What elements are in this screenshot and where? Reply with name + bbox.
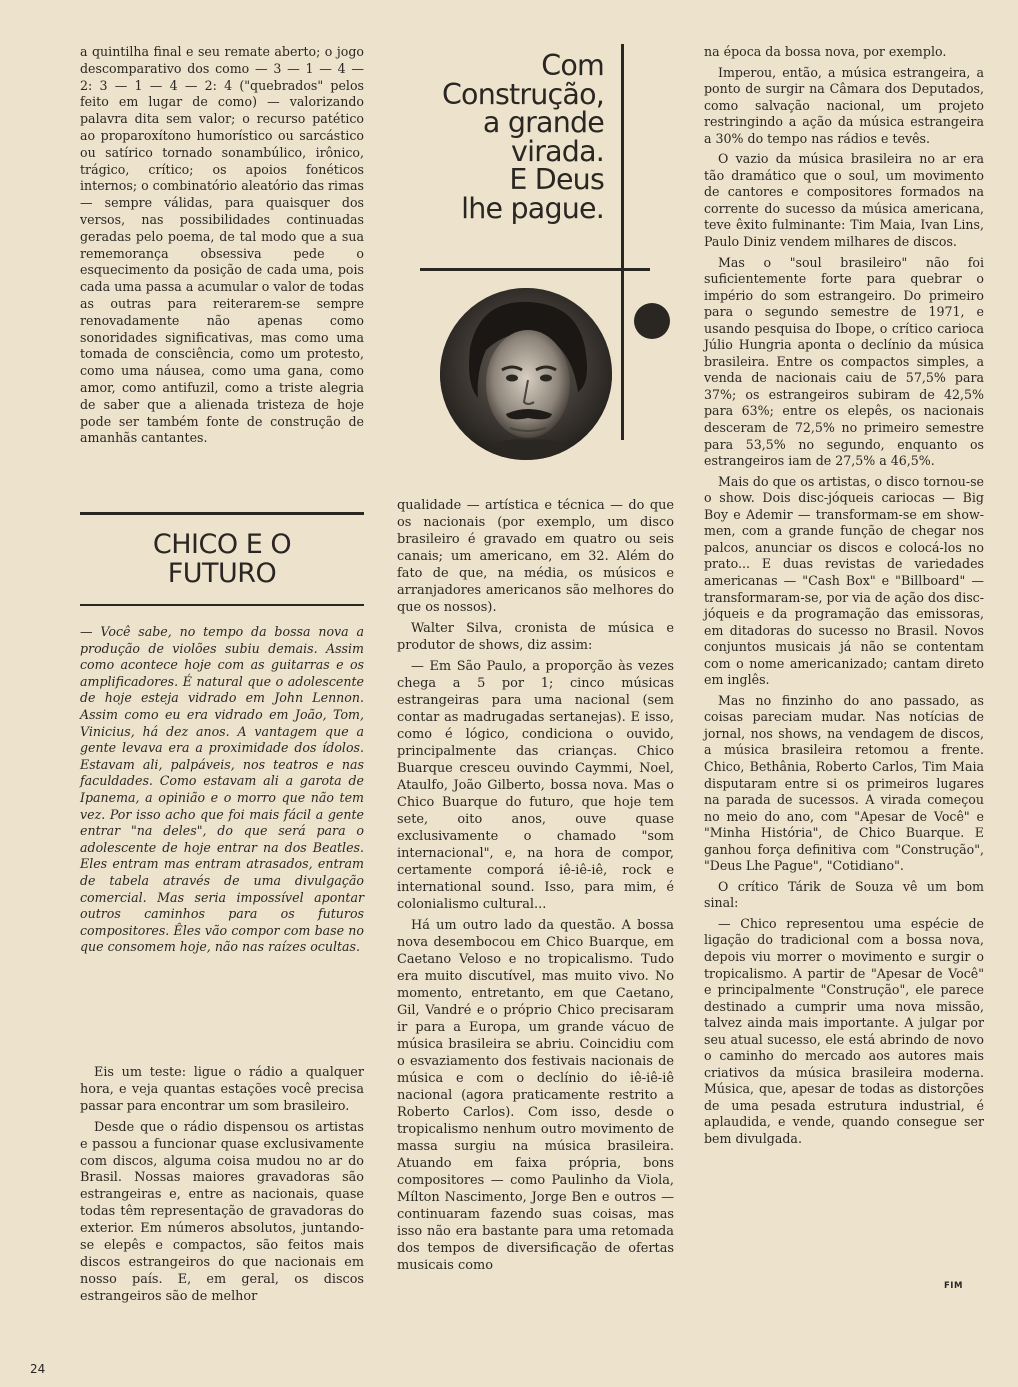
paragraph: Eis um teste: ligue o rádio a qualquer hora, e veja quantas estações você precisa passar para encontrar um som brasileiro. xyxy=(80,1065,364,1114)
middle-column-text xyxy=(397,497,674,1274)
paragraph: Mais do que os artistas, o disco tornou-se o show. Dois disc-jóqueis cariocas — Big Boy e Ademir — transformam-se em show-men, com a grande função de chegar nos palcos, anunciar os discos e colocá-los no prato... E duas revistas de variedades americanas — "Cash Box" e "Billboard" — transformaram-se, por via de ação dos disc-jóqueis e da programação das emissoras, em ditadoras do sucesso no Brasil. Novos conjuntos musicais já não se contentam com o nome americanizado; cantam direto em inglês. xyxy=(704,473,984,688)
page-number: 24 xyxy=(30,1362,46,1376)
portrait-photo xyxy=(440,288,612,460)
section-title-line: FUTURO xyxy=(167,558,277,589)
paragraph: Desde que o rádio dispensou os artistas e passou a funcionar quase exclusivamente com discos, alguma coisa mudou no ar do Brasil. Nossas maiores gravadoras são estrangeiras e, entre as nacionais, quase todas têm representação de gravadoras do exterior. Em números absolutos, juntando-se elepês e compactos, são feitos mais discos estrangeiros do que nacionais em nosso país. E, em geral, os discos estrangeiros são de melhor xyxy=(80,1119,364,1304)
left-column-top-text xyxy=(80,44,364,447)
graphic-dot xyxy=(634,303,670,339)
headline-line: E Deus xyxy=(509,163,604,196)
paragraph: — Chico representou uma espécie de ligação do tradicional com a bossa nova, depois viu morrer o movimento e surgir o tropicalismo. A partir de "Apesar de Você" e principalmente "Construção", ele parece destinado a cumprir uma nova missão, talvez ainda mais importante. A julgar por seu atual sucesso, ele está abrindo de novo o caminho do mercado aos autores mais criativos da música brasileira moderna. Música, que, apesar de todas as distorções de uma pesada estrutura industrial, é aplaudida, e vende, quando consegue ser bem divulgada. xyxy=(704,915,984,1146)
paragraph: O vazio da música brasileira no ar era tão dramático que o soul, um movimento de cantores e compositores formados na corrente do sucesso da música americana, teve êxito fulminante: Tim Maia, Ivan Lins, Paulo Diniz vendem milhares de discos. xyxy=(704,151,984,250)
end-mark: FIM xyxy=(944,1281,963,1291)
left-column-bottom-text xyxy=(80,1061,364,1306)
headline-line: a grande virada. xyxy=(482,106,604,168)
section-rule-top xyxy=(80,512,364,515)
headline xyxy=(392,49,604,225)
headline-line: lhe pague. xyxy=(461,191,604,225)
paragraph: Imperou, então, a música estrangeira, a ponto de surgir na Câmara dos Deputados, como salvação nacional, um projeto restringindo a ação da música estrangeira a 30% do tempo nas rádios e tevês. xyxy=(704,64,984,146)
paragraph: Há um outro lado da questão. A bossa nova desembocou em Chico Buarque, em Caetano Veloso e no tropicalismo. Tudo era muito discutível, mas muito vivo. No momento, entretanto, em que Caetano, Gil, Vandré e o próprio Chico precisaram ir para a Europa, um grande vácuo de música brasileira se abriu. Coincidiu com o esvaziamento dos festivais nacionais de música e com o declínio do iê-iê-iê nacional (agora praticamente restrito a Roberto Carlos). Com isso, desde o tropicalismo nenhum outro movimento de massa surgiu na música brasileira. Atuando em faixa própria, bons compositores — como Paulinho da Viola, Mílton Nascimento, Jorge Ben e outros — continuaram fazendo suas coisas, mas isso não era bastante para uma retomada dos tempos de diversificação de ofertas musicais como xyxy=(397,918,674,1273)
paragraph: Mas no finzinho do ano passado, as coisas pareciam mudar. Nas notícias de jornal, nos shows, na vendagem de discos, a música brasileira retomou a frente. Chico, Bethânia, Roberto Carlos, Tim Maia disputaram entre si os primeiros lugares na parada de sucessos. A virada começou no meio do ano, com "Apesar de Você" e "Minha História", de Chico Buarque. E ganhou força definitiva com "Construção", "Deus Lhe Pague", "Cotidiano". xyxy=(704,692,984,874)
paragraph: Walter Silva, cronista de música e produtor de shows, diz assim: xyxy=(397,621,674,653)
paragraph: Mas o "soul brasileiro" não foi suficientemente forte para quebrar o império do som estrangeiro. Do primeiro para o segundo semestre de 1971, e usando pesquisa do Ibope, o crítico carioca Júlio Hungria aponta o declínio da música brasileira. Entre os compactos simples, a venda de nacionais caiu de 57,5% para 37%; os estrangeiros subiram de 42,5% para 63%; entre os elepês, os nacionais desceram de 72,5% no primeiro semestre para 53,5% no segundo, enquanto os estrangeiros iam de 27,5% a 46,5%. xyxy=(704,254,984,469)
graphic-vertical-line xyxy=(621,44,624,440)
paragraph: O crítico Tárik de Souza vê um bom sinal: xyxy=(704,878,984,911)
chico-quote: — Você sabe, no tempo da bossa nova a produção de violões subiu demais. Assim como acontece hoje com as guitarras e os amplificadores. É natural que o adolescente de hoje esteja vidrado em John Lennon. Assim como eu era vidrado em João, Tom, Vinicius, há dez anos. A vantagem que a gente levava era a proximidade dos ídolos. Estavam ali, palpáveis, nos teatros e nas faculdades. Como estavam ali a garota de Ipanema, a opinião e o morro que não tem vez. Por isso acho que foi mais fácil a gente entrar "na deles", do que será para o adolescente de hoje entrar na dos Beatles. Eles entram mas entram atrasados, entram de tabela através de uma divulgação comercial. Mas seria impossível apontar outros caminhos para os futuros compositores. Êles vão compor com base no que consomem hoje, não nas raízes ocultas. xyxy=(80,624,364,955)
section-rule-bottom xyxy=(80,604,364,606)
paragraph: qualidade — artística e técnica — do que os nacionais (por exemplo, um disco brasileiro é gravado em quatro ou seis canais; um americano, em 32. Além do fato de que, na média, os músicos e arranjadores americanos são melhores do que os nossos). xyxy=(397,498,674,615)
paragraph: — Em São Paulo, a proporção às vezes chega a 5 por 1; cinco músicas estrangeiras para uma nacional (sem contar as madrugadas sertanejas). E isso, como é lógico, condiciona o ouvido, principalmente das crianças. Chico Buarque cresceu ouvindo Caymmi, Noel, Ataulfo, João Gilberto, bossa nova. Mas o Chico Buarque do futuro, que hoje tem sete, oito anos, ouve quase exclusivamente o chamado "som internacional", e, na hora de compor, certamente comporá iê-iê-iê, rock e international sound. Isso, para mim, é colonialismo cultural... xyxy=(397,659,674,912)
right-column-text xyxy=(704,44,984,1148)
headline-line: Construção, xyxy=(441,77,604,111)
graphic-horizontal-line xyxy=(420,268,650,271)
paragraph: na época da bossa nova, por exemplo. xyxy=(704,44,947,59)
headline-line: Com xyxy=(541,49,604,82)
section-title-line: CHICO E O xyxy=(152,529,292,560)
portrait-illustration xyxy=(440,288,612,460)
section-title xyxy=(80,530,364,588)
paragraph: a quintilha final e seu remate aberto; o jogo descomparativo dos como — 3 — 1 — 4 — 2: 3 — 1 — 4 — 2: 4 ("quebrados" pelos feito em lugar de como) — valorizando palavra dita sem valor; o recurso patético ao proparoxítono humorístico ou sarcástico ou satírico tornado sonambúlico, irônico, trágico, crítico; os apoios fonéticos internos; o combinatório aleatório das rimas — sempre válidas, para quaisquer dos versos, nas possibilidades continuadas geradas pelo poema, de tal modo que a sua rememorança obsessiva pede o esquecimento da posição de cada uma, pois cada uma passa a acumular o valor de todas as outras para reiterarem-se sempre renovadamente não apenas como sonoridades significativas, mas como uma tomada de consciência, como um protesto, como uma náusea, como uma gana, como amor, como antifuzil, como a triste alegria de saber que a alienada tristeza de hoje pode ser também fonte de construção de amanhãs cantantes. xyxy=(80,44,364,446)
